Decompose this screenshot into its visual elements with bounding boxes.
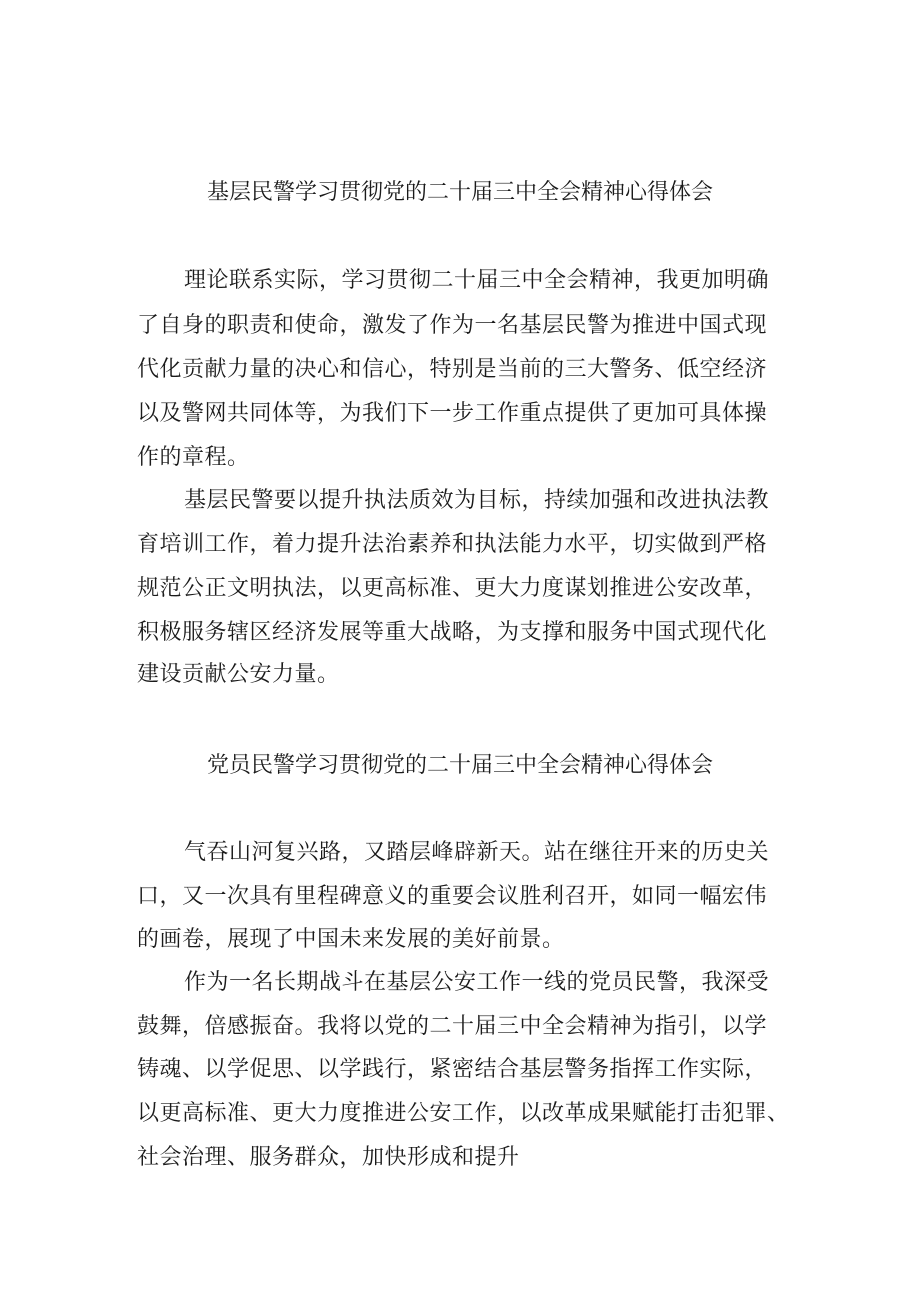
paragraph-line: 的画卷，展现了中国未来发展的美好前景。 <box>137 927 565 952</box>
paragraph-line: 育培训工作，着力提升法治素养和执法能力水平，切实做到严格 <box>137 532 768 557</box>
paragraph-line: 了自身的职责和使命，激发了作为一名基层民警为推进中国式现 <box>137 313 768 338</box>
paragraph-line: 气吞山河复兴路，又踏层峰辟新天。站在继往开来的历史关 <box>184 840 770 865</box>
paragraph-line: 以更高标准、更大力度推进公安工作，以改革成果赋能打击犯罪、 <box>137 1101 790 1126</box>
section-2-title: 党员民警学习贯彻党的二十届三中全会精神心得体会 <box>206 753 713 778</box>
section-1-title: 基层民警学习贯彻党的二十届三中全会精神心得体会 <box>206 180 713 205</box>
paragraph-line: 规范公正文明执法，以更高标准、更大力度谋划推进公安改革， <box>137 576 768 601</box>
paragraph-line: 以及警网共同体等，为我们下一步工作重点提供了更加可具体操 <box>137 401 768 426</box>
paragraph-line: 口，又一次具有里程碑意义的重要会议胜利召开，如同一幅宏伟 <box>137 884 768 909</box>
paragraph-line: 鼓舞，倍感振奋。我将以党的二十届三中全会精神为指引，以学 <box>137 1014 768 1039</box>
paragraph-line: 社会治理、服务群众，加快形成和提升 <box>137 1145 520 1170</box>
paragraph-line: 代化贡献力量的决心和信心，特别是当前的三大警务、低空经济 <box>137 357 768 382</box>
paragraph-line: 基层民警要以提升执法质效为目标，持续加强和改进执法教 <box>184 488 770 513</box>
paragraph-line: 作的章程。 <box>137 445 250 470</box>
paragraph-line: 积极服务辖区经济发展等重大战略，为支撑和服务中国式现代化 <box>137 620 768 645</box>
paragraph-line: 理论联系实际，学习贯彻二十届三中全会精神，我更加明确 <box>184 268 770 293</box>
paragraph-line: 铸魂、以学促思、以学践行，紧密结合基层警务指挥工作实际， <box>137 1057 768 1082</box>
paragraph-line: 建设贡献公安力量。 <box>137 662 340 687</box>
paragraph-line: 作为一名长期战斗在基层公安工作一线的党员民警，我深受 <box>184 970 770 995</box>
